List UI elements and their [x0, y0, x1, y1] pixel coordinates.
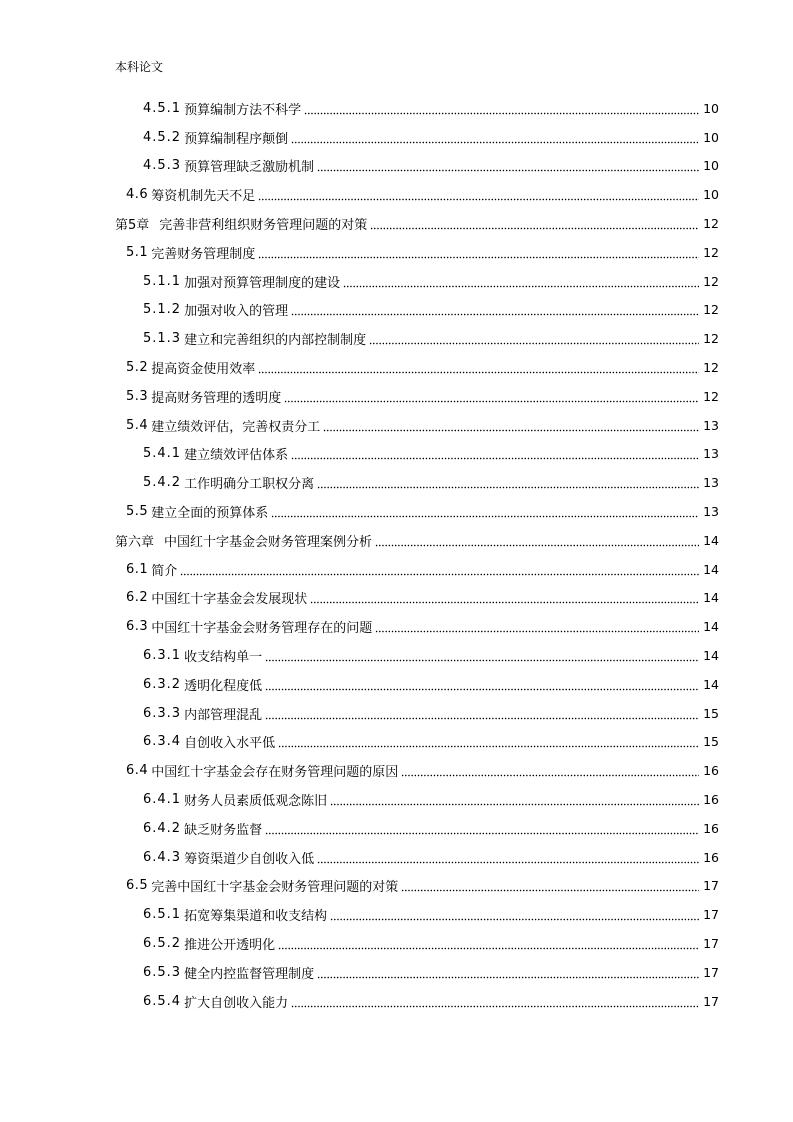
toc-page-number: 12: [703, 216, 719, 232]
toc-page-number: 14: [703, 648, 719, 664]
dot-leader: [284, 392, 699, 403]
dot-leader: [291, 133, 699, 144]
table-of-contents: [115, 94, 719, 1016]
toc-number: 6.4.3: [143, 849, 182, 865]
toc-number: 6.5.4: [143, 993, 182, 1009]
toc-entry-6-5-3[interactable]: [115, 958, 719, 987]
dot-leader: [258, 363, 699, 374]
toc-entry-5-3[interactable]: [115, 382, 719, 411]
toc-number: 5.5: [126, 504, 149, 520]
toc-entry-chapter-6[interactable]: [115, 526, 719, 555]
toc-number: 6.5.2: [143, 936, 182, 951]
toc-page-number: 16: [703, 849, 719, 865]
toc-number: 6.4: [126, 763, 149, 779]
toc-number: 6.3.2: [143, 676, 182, 692]
dot-leader: [258, 190, 699, 201]
toc-number: 6.3.1: [143, 648, 182, 664]
toc-title: 简介: [151, 563, 178, 579]
toc-page-number: 10: [703, 187, 719, 203]
toc-number: 4.6: [126, 187, 149, 203]
toc-number: 6.5: [126, 878, 149, 894]
toc-number: 5.1.3: [143, 331, 182, 347]
dot-leader: [401, 766, 699, 777]
toc-title: 收支结构单一: [184, 650, 263, 666]
toc-entry-6-3[interactable]: [115, 612, 719, 641]
toc-title: 拓宽筹集渠道和收支结构: [184, 909, 328, 925]
toc-page-number: 17: [703, 964, 719, 980]
toc-title: 筹资渠道少自创收入低: [184, 851, 315, 867]
toc-entry-5-4-1[interactable]: [115, 440, 719, 469]
dot-leader: [271, 507, 699, 518]
toc-page-number: 14: [703, 676, 719, 692]
toc-title: 工作明确分工职权分离: [184, 477, 315, 493]
toc-page-number: 15: [703, 734, 719, 750]
toc-entry-6-4-3[interactable]: [115, 843, 719, 872]
dot-leader: [265, 651, 699, 662]
toc-title: 加强对收入的管理: [184, 304, 289, 320]
toc-page-number: 16: [703, 820, 719, 836]
toc-page-number: 12: [703, 302, 719, 318]
toc-entry-6-3-1[interactable]: [115, 641, 719, 670]
toc-title: 加强对预算管理制度的建设: [184, 275, 341, 291]
toc-title: 自创收入水平低: [184, 736, 276, 752]
toc-entry-6-1[interactable]: [115, 555, 719, 584]
toc-entry-6-4[interactable]: [115, 756, 719, 785]
toc-title: 建立和完善组织的内部控制制度: [184, 333, 367, 349]
dot-leader: [375, 622, 699, 633]
toc-title: 预算编制方法不科学: [184, 102, 302, 118]
toc-title: 预算管理缺乏激励机制: [184, 160, 315, 176]
toc-number: 5.1.1: [143, 273, 182, 289]
toc-entry-4-6[interactable]: [115, 180, 719, 209]
dot-leader: [330, 910, 699, 921]
toc-title: 建立绩效评估体系: [184, 448, 289, 464]
toc-title: 建立绩效评估，完善权责分工: [151, 419, 321, 435]
toc-title: 提高资金使用效率: [151, 362, 256, 378]
toc-number: 5.4.1: [143, 446, 182, 462]
dot-leader: [291, 305, 699, 316]
toc-page-number: 12: [703, 331, 719, 347]
toc-number: 6.4.1: [143, 792, 182, 808]
toc-entry-6-5-1[interactable]: [115, 900, 719, 929]
toc-title: 财务人员素质低观念陈旧: [184, 794, 328, 810]
toc-number: 6.5.3: [143, 964, 182, 980]
toc-entry-6-4-1[interactable]: [115, 785, 719, 814]
toc-number: 6.3: [126, 619, 149, 635]
toc-entry-4-5-3[interactable]: [115, 152, 719, 181]
dot-leader: [317, 478, 699, 489]
dot-leader: [317, 968, 699, 979]
toc-number: 4.5.1: [143, 100, 182, 116]
toc-title: 完善财务管理制度: [151, 246, 256, 262]
toc-number: 6.3.4: [143, 734, 182, 750]
toc-title: 透明化程度低: [184, 678, 263, 694]
toc-entry-4-5-1[interactable]: [115, 94, 719, 123]
toc-title: 健全内控监督管理制度: [184, 966, 315, 982]
toc-page-number: 15: [703, 705, 719, 721]
toc-entry-4-5-2[interactable]: [115, 123, 719, 152]
toc-title: 完善中国红十字基金会财务管理问题的对策: [151, 880, 399, 896]
toc-page-number: 17: [703, 936, 719, 951]
toc-entry-5-1-3[interactable]: [115, 324, 719, 353]
toc-title: 完善非营利组织财务管理问题的对策: [159, 218, 368, 234]
dot-leader: [291, 997, 699, 1008]
toc-number: 5.3: [126, 388, 149, 404]
dot-leader: [343, 277, 699, 288]
toc-page-number: 16: [703, 792, 719, 808]
toc-page-number: 13: [703, 504, 719, 520]
toc-number: 6.5.1: [143, 907, 182, 923]
toc-page-number: 10: [703, 129, 719, 145]
toc-page-number: 10: [703, 158, 719, 174]
dot-leader: [317, 161, 699, 172]
dot-leader: [258, 248, 699, 259]
toc-number: 5.4: [126, 417, 149, 433]
toc-entry-5-1-2[interactable]: [115, 296, 719, 325]
dot-leader: [278, 939, 699, 950]
toc-title: 筹资机制先天不足: [151, 189, 256, 205]
dot-leader: [304, 104, 699, 115]
toc-entry-6-5-2[interactable]: [115, 929, 719, 958]
toc-page-number: 10: [703, 100, 719, 116]
toc-page-number: 13: [703, 475, 719, 491]
toc-entry-6-5[interactable]: [115, 872, 719, 901]
dot-leader: [180, 565, 699, 576]
toc-page-number: 12: [703, 273, 719, 289]
dot-leader: [369, 334, 699, 345]
toc-number: 5.4.2: [143, 475, 182, 491]
toc-entry-6-5-4[interactable]: [115, 987, 719, 1016]
dot-leader: [317, 853, 699, 864]
toc-entry-6-3-4[interactable]: [115, 728, 719, 757]
toc-number: 第六章: [115, 534, 155, 550]
toc-entry-6-3-3[interactable]: [115, 699, 719, 728]
toc-number: 4.5.2: [143, 129, 182, 145]
toc-entry-5-5[interactable]: [115, 497, 719, 526]
dot-leader: [265, 709, 699, 720]
toc-title: 中国红十字基金会财务管理存在的问题: [151, 621, 373, 637]
dot-leader: [330, 795, 699, 806]
toc-title: 推进公开透明化: [184, 938, 276, 953]
toc-title: 提高财务管理的透明度: [151, 390, 282, 406]
toc-page-number: 14: [703, 561, 719, 577]
toc-page-number: 16: [703, 763, 719, 779]
dot-leader: [370, 219, 699, 230]
dot-leader: [323, 421, 699, 432]
toc-title: 中国红十字基金会发展现状: [151, 592, 308, 608]
toc-entry-6-2[interactable]: [115, 584, 719, 613]
dot-leader: [278, 737, 699, 748]
toc-entry-5-1[interactable]: [115, 238, 719, 267]
toc-number: 4.5.3: [143, 158, 182, 174]
toc-entry-5-4[interactable]: [115, 411, 719, 440]
dot-leader: [401, 881, 699, 892]
toc-page-number: 13: [703, 446, 719, 462]
toc-page-number: 12: [703, 360, 719, 376]
toc-entry-5-4-2[interactable]: [115, 468, 719, 497]
toc-number: 5.2: [126, 360, 149, 376]
toc-number: 5.1.2: [143, 302, 182, 318]
toc-title: 缺乏财务监督: [184, 822, 263, 838]
toc-page-number: 14: [703, 619, 719, 635]
toc-page-number: 17: [703, 907, 719, 923]
toc-number: 6.2: [126, 590, 149, 606]
toc-title: 预算编制程序颠倒: [184, 131, 289, 147]
toc-number: 第5章: [115, 218, 150, 234]
toc-number: 6.3.3: [143, 705, 182, 721]
toc-title: 中国红十字基金会财务管理案例分析: [164, 534, 373, 550]
toc-entry-5-2[interactable]: [115, 353, 719, 382]
toc-page-number: 12: [703, 244, 719, 260]
toc-title: 中国红十字基金会存在财务管理问题的原因: [151, 765, 399, 781]
toc-title: 内部管理混乱: [184, 707, 263, 723]
toc-page-number: 14: [703, 532, 719, 548]
page-header: 本科论文: [115, 60, 164, 74]
toc-entry-6-4-2[interactable]: [115, 814, 719, 843]
toc-page-number: 14: [703, 590, 719, 606]
toc-page-number: 17: [703, 993, 719, 1009]
toc-number: 6.4.2: [143, 820, 182, 836]
dot-leader: [265, 824, 699, 835]
toc-entry-chapter-5[interactable]: [115, 209, 719, 238]
toc-entry-6-3-2[interactable]: [115, 670, 719, 699]
toc-title: 建立全面的预算体系: [151, 506, 269, 522]
dot-leader: [265, 680, 699, 691]
dot-leader: [375, 536, 699, 547]
toc-entry-5-1-1[interactable]: [115, 267, 719, 296]
toc-number: 6.1: [126, 561, 149, 577]
dot-leader: [291, 449, 699, 460]
toc-page-number: 12: [703, 388, 719, 404]
toc-page-number: 13: [703, 417, 719, 433]
dot-leader: [310, 593, 699, 604]
toc-number: 5.1: [126, 244, 149, 260]
toc-title: 扩大自创收入能力: [184, 995, 289, 1011]
toc-page-number: 17: [703, 878, 719, 894]
